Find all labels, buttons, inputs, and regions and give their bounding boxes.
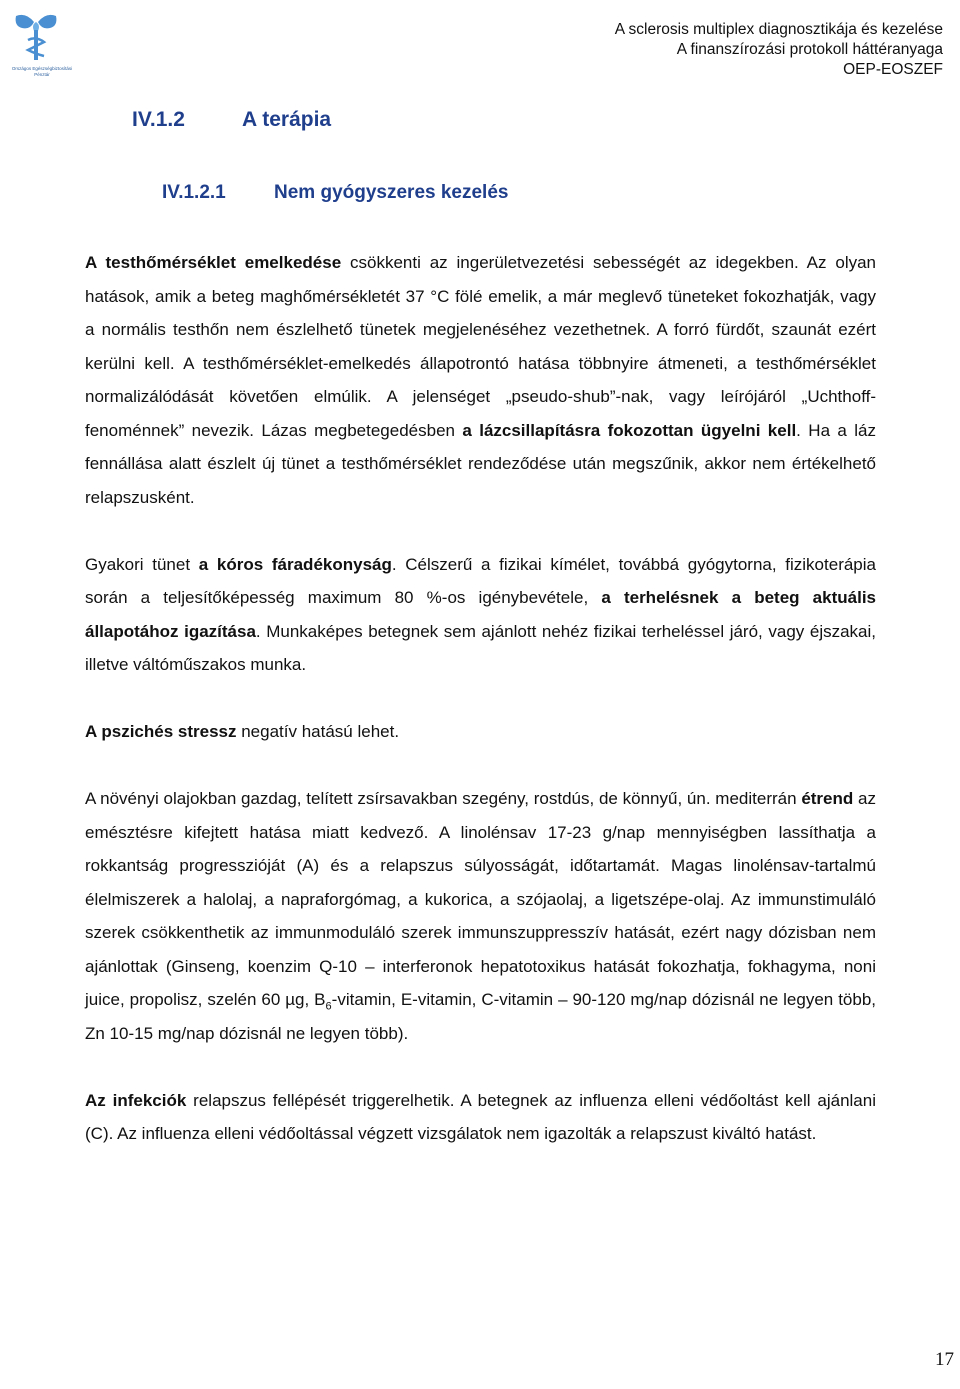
text-run: A növényi olajokban gazdag, telített zsírsavakban szegény, rostdús, de könnyű, ún. mediterrán [85,789,802,808]
page-header [615,20,943,80]
subsection-heading [162,182,508,204]
bold-phrase: étrend [801,789,854,808]
text-run: -vitamin, E-vitamin, C-vitamin – 90-120 mg/nap dózisnál ne legyen több, Zn 10-15 mg/nap dózisnál ne legyen több). [85,990,877,1043]
subsection-title: Nem gyógyszeres kezelés [274,182,509,203]
text-run: Gyakori tünet [85,554,199,574]
text-run: relapszus fellépését triggerelhetik. A betegnek az influenza elleni védőoltást kell ajánlani (C). Az influenza elleni védőoltással végzett vizsgálatok nem igazolták a relapszust kiváltó hatást. [85,1090,876,1143]
oep-logo [6,12,73,77]
header-line-3: OEP-EOSZEF [843,61,943,78]
paragraph-infections [85,1084,876,1151]
text-run: . Ha a láz fennállása alatt észlelt új tünet a testhőmérséklet rendeződése után megszűnik, akkor nem értékelhető relapszusként. [85,420,876,507]
page-number: 17 [935,1349,954,1370]
bold-phrase: Az infekciók [85,1090,187,1110]
body-text [85,246,876,1151]
header-line-2: A finanszírozási protokoll háttéranyaga [676,41,943,58]
paragraph-fatigue [85,548,876,682]
text-run: negatív hatású lehet. [236,722,400,741]
text-run: csökkenti az ingerületvezetési sebességét az idegekben. Az olyan hatások, amik a beteg maghőmérsékletét 37 °C fölé emelik, a már meglevő tüneteket fokozhatják, vagy a normális testhőn nem észlelhető tünetek megjelenéséhez vezethetnek. A forró fürdőt, szaunát ezért kerülni kell. A testhőmérséklet-emelkedés állapotrontó hatása többnyire átmeneti, a testhőmérséklet normalizálódását követően elmúlik. A jelenséget „pseudo-shub”-nak, vagy leírójáról „Uchthoff-fenoménnek” nevezik. Lázas megbetegedésben [85,253,877,440]
bold-phrase: a terhelésnek a beteg aktuális állapotához igazítása [85,588,876,641]
subscript: 6 [325,1000,332,1013]
text-run: . Munkaképes betegnek sem ajánlott nehéz fizikai terheléssel járó, vagy éjszakai, illetve váltóműszakos munka. [85,621,877,674]
bold-phrase: A pszichés stressz [85,722,237,741]
logo-text: Országos Egészségbiztosítási Pénztár [11,66,73,77]
header-line-1: A sclerosis multiplex diagnosztikája és kezelése [614,21,943,38]
section-heading [132,108,331,132]
bold-phrase: A testhőmérséklet emelkedése [85,253,342,272]
paragraph-temperature [85,246,876,514]
bold-phrase: a lázcsillapításra fokozottan ügyelni kell [462,420,797,440]
subsection-number: IV.1.2.1 [162,182,226,203]
text-run: az emésztésre kifejtett hatása miatt kedvező. A linolénsav 17-23 g/nap mennyiségben lassíthatja a rokkantság progresszióját (A) és a relapszus súlyosságát, időtartamát. Magas linolénsav-tartalmú élelmiszerek a halolaj, a napraforgómag, a kukorica, a szójaolaj, a ligetszépe-olaj. Az immunstimuláló szerek csökkenthetik az immunmoduláló szerek immunszuppresszív hatását, ezért nagy dózisban nem ajánlottak (Ginseng, koenzim Q-10 – interferonok hepatotoxikus hatását fokozhatja, fokhagyma, noni juice, propolisz, szelén 60 µg, B [85,789,876,1009]
paragraph-diet [85,782,876,1050]
section-title: A terápia [242,108,332,131]
section-number: IV.1.2 [132,108,185,131]
paragraph-stress [85,715,876,749]
bold-phrase: a kóros fáradékonyság [198,554,392,574]
logo-emblem-icon [6,12,66,66]
text-run: . Célszerű a fizikai kímélet, továbbá gyógytorna, fizikoterápia során a teljesítőképesség maximum 80 %-os igénybevétele, [85,554,876,607]
